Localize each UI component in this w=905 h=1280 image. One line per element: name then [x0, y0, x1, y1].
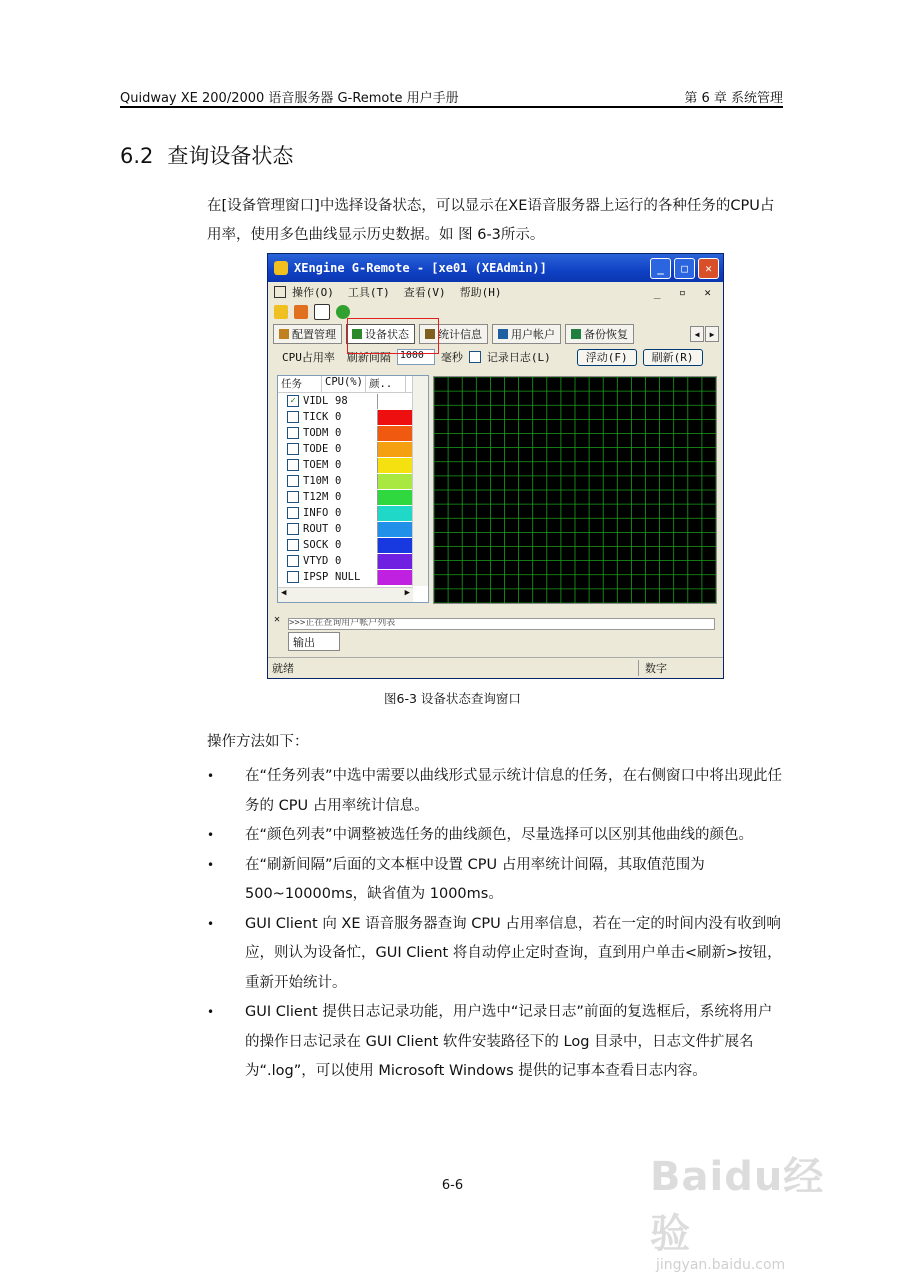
refresh-button[interactable]: 刷新(R) [643, 349, 703, 366]
bullet-list [207, 762, 785, 1087]
col-color[interactable]: 颜.. [366, 376, 406, 392]
task-cpu: 0 [335, 539, 342, 551]
minimize-icon[interactable]: _ [650, 258, 671, 279]
watermark-url: jingyan.baidu.com [656, 1257, 786, 1273]
task-checkbox[interactable] [287, 507, 299, 519]
task-checkbox[interactable] [287, 475, 299, 487]
float-button[interactable]: 浮动(F) [577, 349, 637, 366]
figure-caption: 图6-3 设备状态查询窗口 [384, 691, 521, 706]
tab-label: 用户帐户 [511, 328, 555, 341]
task-row[interactable] [278, 489, 428, 505]
interval-input[interactable]: 1000 [397, 349, 435, 365]
interval-unit: 毫秒 [440, 351, 463, 364]
task-color-swatch[interactable] [377, 538, 412, 553]
task-cpu: 0 [335, 491, 342, 503]
task-cpu: 98 [335, 395, 348, 407]
bullet-item: • GUI Client 提供日志记录功能，用户选中“记录日志”前面的复选框后，系统将用户的操作日志记录在 GUI Client 软件安装路径下的 Log 目录中，日志文件扩展名为“.log”，可以使用 Microsoft Windows 提供的记事本查看日志内容。 [207, 998, 785, 1087]
tab-3[interactable] [492, 324, 561, 344]
task-color-swatch[interactable] [377, 442, 412, 457]
tab-icon [498, 329, 508, 339]
task-color-swatch[interactable] [377, 490, 412, 505]
tab-icon [571, 329, 581, 339]
task-cpu: 0 [335, 459, 342, 471]
task-checkbox[interactable] [287, 523, 299, 535]
task-color-swatch[interactable] [377, 522, 412, 537]
task-row[interactable] [278, 441, 428, 457]
task-cpu: 0 [335, 507, 342, 519]
task-cpu: 0 [335, 411, 342, 423]
task-row[interactable] [278, 393, 428, 409]
tab-label: 备份恢复 [584, 328, 628, 341]
task-checkbox[interactable] [287, 459, 299, 471]
page-header-left: Quidway XE 200/2000 语音服务器 G-Remote 用户手册 [120, 91, 459, 106]
task-name: VIDL [303, 395, 329, 407]
task-color-swatch[interactable] [377, 394, 412, 409]
connect-icon[interactable] [274, 305, 288, 319]
task-list-header [278, 376, 428, 393]
task-name: IPSP [303, 571, 329, 583]
task-name: TODE [303, 443, 329, 455]
log-checkbox[interactable] [469, 351, 481, 363]
task-row[interactable] [278, 569, 428, 585]
ops-lead: 操作方法如下： [207, 734, 309, 750]
window-title: XEngine G-Remote - [xe01 (XEAdmin)] [294, 261, 547, 275]
task-rows [278, 393, 428, 585]
close-icon[interactable]: ✕ [698, 258, 719, 279]
task-row[interactable] [278, 409, 428, 425]
task-name: TOEM [303, 459, 329, 471]
task-color-swatch[interactable] [377, 410, 412, 425]
task-row[interactable] [278, 457, 428, 473]
vertical-scrollbar[interactable] [412, 376, 428, 586]
tab-highlight-box [347, 318, 439, 354]
task-color-swatch[interactable] [377, 426, 412, 441]
doc-icon [274, 286, 286, 298]
task-name: ROUT [303, 523, 329, 535]
page-header-right: 第 6 章 系统管理 [684, 91, 783, 106]
tab-label: 设备状态 [365, 328, 409, 341]
window-titlebar [268, 254, 723, 282]
task-cpu: 0 [335, 443, 342, 455]
task-row[interactable] [278, 537, 428, 553]
col-task[interactable]: 任务 [278, 376, 322, 392]
window-controls [650, 258, 719, 279]
menu-item[interactable]: 工具(T) [347, 286, 390, 299]
watermark [650, 1145, 860, 1273]
app-icon [274, 261, 288, 275]
section-title [120, 140, 293, 170]
task-checkbox[interactable]: ✓ [287, 395, 299, 407]
task-checkbox[interactable] [287, 411, 299, 423]
col-cpu[interactable]: CPU(%) [322, 376, 366, 392]
task-checkbox[interactable] [287, 427, 299, 439]
tab-scroll-right-icon[interactable]: ▶ [705, 326, 719, 342]
task-name: T10M [303, 475, 329, 487]
mdi-controls[interactable]: _ ▫ ✕ [653, 285, 717, 299]
tab-scroll-arrows[interactable] [690, 326, 719, 342]
task-name: SOCK [303, 539, 329, 551]
output-line: >>>正在查询用户帐户列表 [288, 618, 715, 630]
task-color-swatch[interactable] [377, 474, 412, 489]
bullet-item: • 在“任务列表”中选中需要以曲线形式显示统计信息的任务，在右侧窗口中将出现此任务的 CPU 占用率统计信息。 [207, 762, 785, 821]
disconnect-icon[interactable] [294, 305, 308, 319]
tab-scroll-left-icon[interactable]: ◀ [690, 326, 704, 342]
watermark-logo: Baidu经验 [650, 1154, 825, 1257]
status-numlock: 数字 [638, 660, 695, 676]
task-name: TICK [303, 411, 329, 423]
tab-0[interactable] [273, 324, 342, 344]
bullet-item: • 在“刷新间隔”后面的文本框中设置 CPU 占用率统计间隔，其取值范围为 500~10000ms，缺省值为 1000ms。 [207, 851, 785, 910]
task-color-swatch[interactable] [377, 458, 412, 473]
app-window-figure [267, 253, 724, 679]
tab-icon [279, 329, 289, 339]
task-checkbox[interactable] [287, 443, 299, 455]
bullet-item: • GUI Client 向 XE 语音服务器查询 CPU 占用率信息，若在一定的时间内没有收到响应，则认为设备忙，GUI Client 将自动停止定时查询，直到用户单击<刷新>按钮，重新开始统计。 [207, 910, 785, 999]
section-title-text: 查询设备状态 [167, 144, 294, 168]
maximize-icon[interactable]: □ [674, 258, 695, 279]
tab-bar [268, 322, 723, 346]
task-name: VTYD [303, 555, 329, 567]
section-number: 6.2 [120, 144, 154, 168]
menu-item[interactable]: 操作(O) [292, 286, 334, 299]
task-cpu: 0 [335, 555, 342, 567]
tab-label: 统计信息 [438, 328, 482, 341]
tab-label: 配置管理 [292, 328, 336, 341]
toolbar [268, 302, 723, 322]
interval-label: 刷新间隔 [346, 351, 391, 364]
tab-4[interactable] [565, 324, 634, 344]
menu-item[interactable]: 查看(V) [403, 286, 446, 299]
horizontal-scrollbar[interactable]: ◀ ▶ [278, 587, 413, 602]
task-cpu: 0 [335, 523, 342, 535]
task-list [277, 375, 429, 603]
output-close-icon[interactable]: ✕ [274, 614, 281, 625]
intro-paragraph: 在[设备管理窗口]中选择设备状态，可以显示在XE语音服务器上运行的各种任务的CPU占用率，使用多色曲线显示历史数据。如 图 6-3所示。 [207, 198, 775, 243]
task-color-swatch[interactable] [377, 570, 412, 585]
task-cpu: 0 [335, 475, 342, 487]
task-name: T12M [303, 491, 329, 503]
list-icon[interactable] [314, 304, 330, 320]
task-color-swatch[interactable] [377, 506, 412, 521]
header-rule [120, 106, 783, 108]
menu-item[interactable]: 帮助(H) [459, 286, 502, 299]
task-checkbox[interactable] [287, 539, 299, 551]
task-checkbox[interactable] [287, 571, 299, 583]
page-number: 6-6 [441, 1178, 464, 1193]
cpu-graph [433, 376, 717, 604]
task-row[interactable] [278, 473, 428, 489]
task-row[interactable] [278, 521, 428, 537]
help-icon[interactable] [336, 305, 350, 319]
task-name: TODM [303, 427, 329, 439]
task-row[interactable] [278, 505, 428, 521]
task-cpu: NULL [335, 571, 361, 583]
task-checkbox[interactable] [287, 491, 299, 503]
bullet-item: • 在“颜色列表”中调整被选任务的曲线颜色，尽量选择可以区别其他曲线的颜色。 [207, 821, 785, 851]
status-ready: 就绪 [272, 662, 294, 675]
task-name: INFO [303, 507, 329, 519]
menu-bar [268, 282, 723, 302]
output-tab[interactable]: 输出 [288, 632, 340, 651]
task-checkbox[interactable] [287, 555, 299, 567]
task-color-swatch[interactable] [377, 554, 412, 569]
task-row[interactable] [278, 553, 428, 569]
output-pane [268, 614, 723, 654]
status-bar [268, 657, 723, 678]
task-row[interactable] [278, 425, 428, 441]
log-label: 记录日志(L) [486, 351, 551, 364]
control-bar [268, 346, 723, 368]
cpu-label: CPU占用率 [282, 351, 335, 364]
task-cpu: 0 [335, 427, 342, 439]
